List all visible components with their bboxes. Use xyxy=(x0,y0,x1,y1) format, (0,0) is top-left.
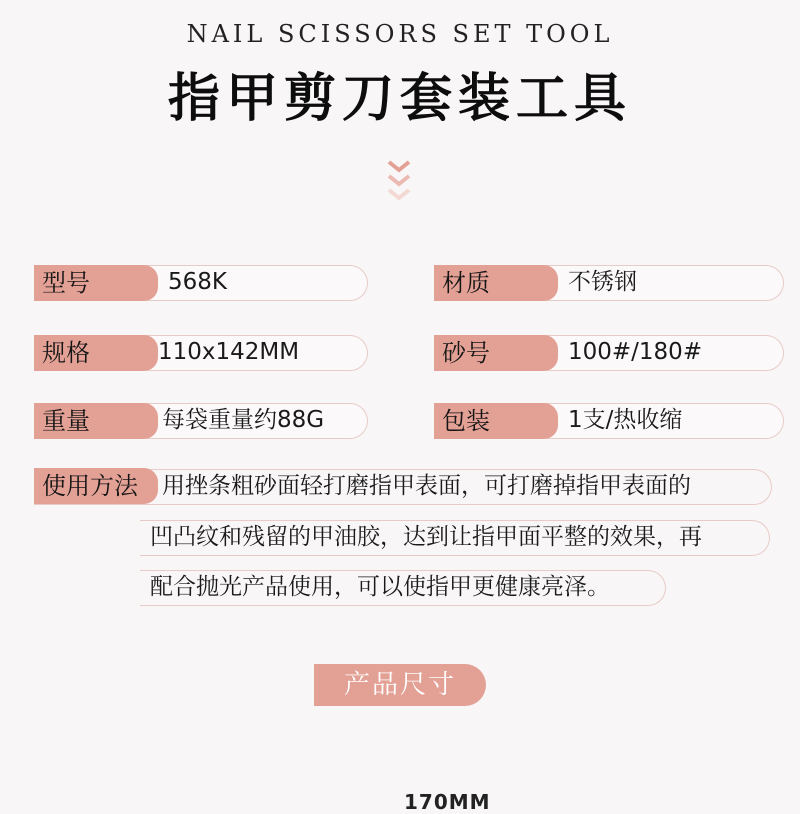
usage-text-line-2: 凹凸纹和残留的甲油胶，达到让指甲面平整的效果，再 xyxy=(150,524,702,550)
usage-label: 使用方法 xyxy=(34,468,158,504)
spec-row-material xyxy=(434,265,784,301)
product-size-button: 产品尺寸 xyxy=(314,664,486,706)
grit-label: 砂号 xyxy=(434,335,558,371)
subtitle: NAIL SCISSORS SET TOOL xyxy=(186,20,614,48)
material-value: 不锈钢 xyxy=(568,269,637,295)
chevron-down-icon xyxy=(386,158,412,206)
weight-label: 重量 xyxy=(34,403,158,439)
spec-row-package xyxy=(434,403,784,439)
usage-text-line-3: 配合抛光产品使用，可以使指甲更健康亮泽。 xyxy=(150,574,610,600)
spec-label: 规格 xyxy=(34,335,158,371)
material-label: 材质 xyxy=(434,265,558,301)
page-title: 指甲剪刀套装工具 xyxy=(167,69,632,129)
spec-row-spec xyxy=(34,335,368,371)
model-label: 型号 xyxy=(34,265,158,301)
spec-value: 110x142MM xyxy=(158,339,300,365)
model-value: 568K xyxy=(168,269,227,295)
grit-value: 100#/180# xyxy=(568,339,703,365)
weight-value: 每袋重量约88G xyxy=(162,407,325,433)
package-label: 包装 xyxy=(434,403,558,439)
spec-row-model xyxy=(34,265,368,301)
usage-text-line-1: 用挫条粗砂面轻打磨指甲表面，可打磨掉指甲表面的 xyxy=(162,473,691,499)
spec-row-weight xyxy=(34,403,368,439)
spec-row-grit xyxy=(434,335,784,371)
package-value: 1支/热收缩 xyxy=(568,407,683,433)
size-dimension-text: 170MM xyxy=(404,790,491,814)
